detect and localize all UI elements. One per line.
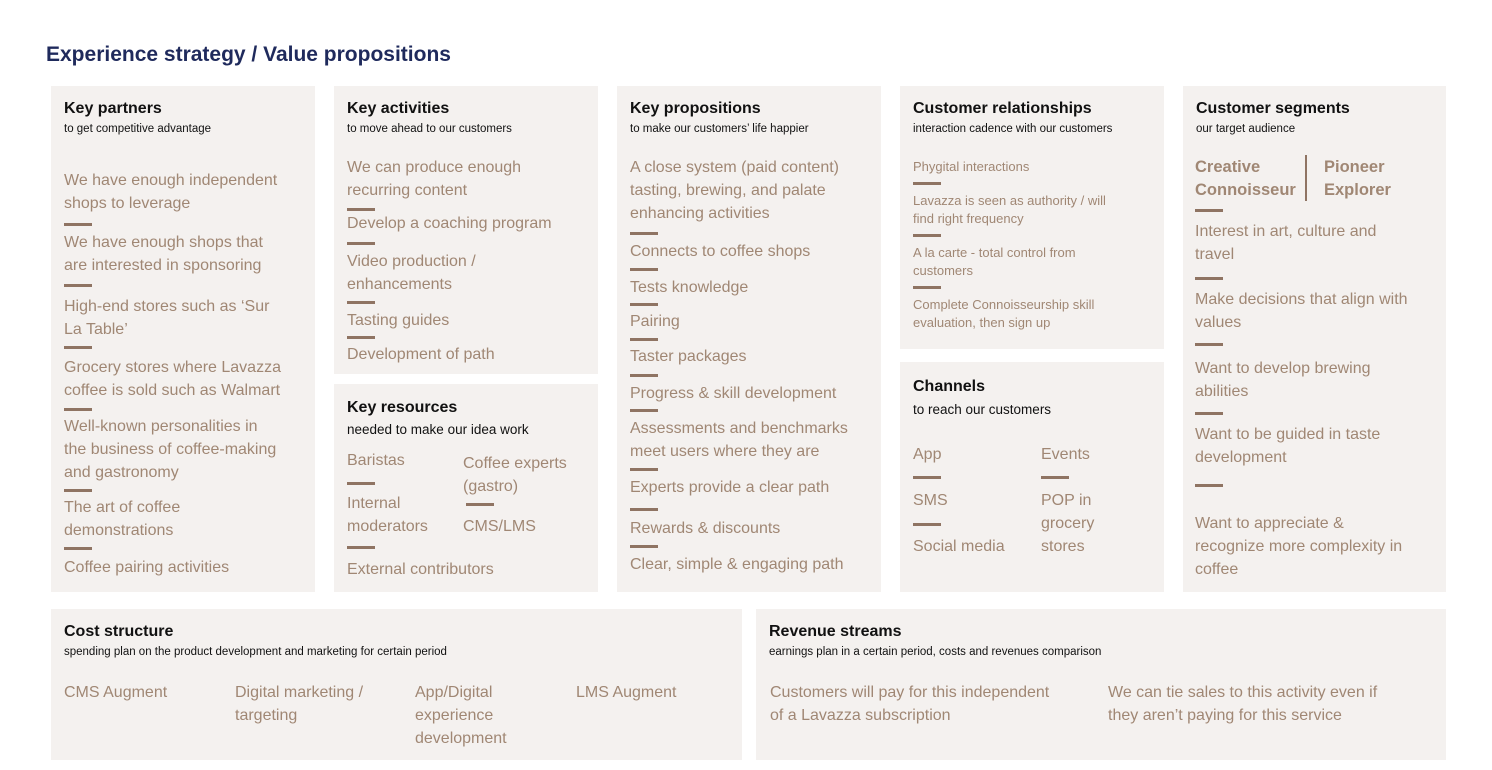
channels-panel bbox=[900, 362, 1164, 592]
divider bbox=[1195, 484, 1223, 487]
divider bbox=[630, 338, 658, 341]
key-partner-item: We have enough shops that are interested in sponsoring bbox=[64, 234, 263, 274]
customer-relationships-subtitle: interaction cadence with our customers bbox=[913, 123, 1113, 135]
key-partner-item: Coffee pairing activities bbox=[64, 559, 230, 576]
customer-relationships-panel bbox=[900, 86, 1164, 349]
relationship-item: Lavazza is seen as authority / will find right frequency bbox=[913, 193, 1106, 226]
divider bbox=[630, 468, 658, 471]
key-proposition-item: A close system (paid content) tasting, brewing, and palate enhancing activities bbox=[630, 159, 839, 222]
divider bbox=[1195, 412, 1223, 415]
key-resource-item: External contributors bbox=[347, 561, 494, 578]
revenue-item: We can tie sales to this activity even if they aren’t paying for this service bbox=[1108, 684, 1378, 724]
revenue-item: Customers will pay for this independent of a Lavazza subscription bbox=[770, 684, 1050, 724]
relationship-item: A la carte - total control from customers bbox=[913, 245, 1076, 278]
cost-item: LMS Augment bbox=[576, 684, 677, 701]
segment-item: Interest in art, culture and travel bbox=[1195, 223, 1377, 263]
key-resources-subtitle: needed to make our idea work bbox=[347, 422, 529, 437]
segment-pioneer-explorer: Pioneer Explorer bbox=[1324, 158, 1391, 199]
key-activity-item: Video production / enhancements bbox=[347, 253, 476, 293]
page-title: Experience strategy / Value propositions bbox=[46, 43, 451, 66]
key-resource-item: CMS/LMS bbox=[463, 518, 536, 535]
key-partner-item: Well-known personalities in the business of coffee-making and gastronomy bbox=[64, 418, 277, 481]
divider bbox=[630, 508, 658, 511]
divider bbox=[913, 182, 941, 185]
divider bbox=[466, 503, 494, 506]
divider bbox=[1195, 343, 1223, 346]
key-resource-item: Baristas bbox=[347, 452, 405, 469]
channel-item: Social media bbox=[913, 538, 1005, 555]
divider bbox=[630, 374, 658, 377]
cost-structure-title: Cost structure bbox=[64, 623, 174, 640]
key-propositions-subtitle: to make our customers’ life happier bbox=[630, 123, 809, 135]
divider bbox=[1195, 277, 1223, 280]
key-activity-item: We can produce enough recurring content bbox=[347, 159, 522, 199]
divider bbox=[913, 286, 941, 289]
key-propositions-panel bbox=[617, 86, 881, 592]
divider bbox=[347, 336, 375, 339]
divider bbox=[913, 523, 941, 526]
key-propositions-title: Key propositions bbox=[630, 100, 761, 117]
divider bbox=[64, 489, 92, 492]
revenue-streams-subtitle: earnings plan in a certain period, costs and revenues comparison bbox=[769, 646, 1102, 658]
divider bbox=[913, 234, 941, 237]
divider bbox=[630, 268, 658, 271]
customer-segments-title: Customer segments bbox=[1196, 100, 1350, 117]
cost-item: App/Digital experience development bbox=[415, 684, 507, 747]
segment-creative-connoisseur: Creative Connoisseur bbox=[1195, 158, 1296, 199]
channel-item: POP in grocery stores bbox=[1041, 492, 1095, 555]
key-activities-subtitle: to move ahead to our customers bbox=[347, 123, 512, 135]
segment-item: Make decisions that align with values bbox=[1195, 291, 1408, 331]
divider bbox=[630, 232, 658, 235]
divider bbox=[630, 545, 658, 548]
key-activity-item: Tasting guides bbox=[347, 312, 450, 329]
divider bbox=[630, 303, 658, 306]
key-proposition-item: Clear, simple & engaging path bbox=[630, 556, 844, 573]
divider bbox=[347, 546, 375, 549]
divider bbox=[630, 409, 658, 412]
key-resources-title: Key resources bbox=[347, 399, 458, 416]
key-partner-item: The art of coffee demonstrations bbox=[64, 499, 181, 539]
relationship-item: Complete Connoisseurship skill evaluation, then sign up bbox=[913, 297, 1095, 330]
customer-relationships-title: Customer relationships bbox=[913, 100, 1092, 117]
channel-item: SMS bbox=[913, 492, 948, 509]
key-activity-item: Development of path bbox=[347, 346, 495, 363]
customer-segments-subtitle: our target audience bbox=[1196, 123, 1296, 135]
divider bbox=[347, 242, 375, 245]
key-activities-title: Key activities bbox=[347, 100, 450, 117]
key-proposition-item: Tests knowledge bbox=[630, 279, 749, 296]
divider bbox=[347, 301, 375, 304]
key-partners-panel bbox=[51, 86, 315, 592]
key-partner-item: We have enough independent shops to leverage bbox=[64, 172, 278, 212]
channels-subtitle: to reach our customers bbox=[913, 402, 1052, 417]
divider bbox=[913, 476, 941, 479]
divider bbox=[64, 408, 92, 411]
divider bbox=[1041, 476, 1069, 479]
customer-segments-panel bbox=[1183, 86, 1446, 592]
key-partners-subtitle: to get competitive advantage bbox=[64, 123, 212, 135]
key-proposition-item: Experts provide a clear path bbox=[630, 479, 830, 496]
key-partner-item: High-end stores such as ‘Sur La Table’ bbox=[64, 298, 270, 338]
key-partner-item: Grocery stores where Lavazza coffee is sold such as Walmart bbox=[64, 359, 281, 399]
segment-item: Want to develop brewing abilities bbox=[1195, 360, 1371, 400]
key-resource-item: Internal moderators bbox=[347, 495, 428, 535]
key-proposition-item: Progress & skill development bbox=[630, 385, 837, 402]
divider bbox=[347, 208, 375, 211]
segment-separator bbox=[1305, 155, 1307, 201]
revenue-streams-panel bbox=[756, 609, 1446, 760]
channel-item: App bbox=[913, 446, 942, 463]
divider bbox=[64, 547, 92, 550]
channel-item: Events bbox=[1041, 446, 1090, 463]
cost-structure-panel bbox=[51, 609, 742, 760]
cost-item: Digital marketing / targeting bbox=[235, 684, 364, 724]
revenue-streams-title: Revenue streams bbox=[769, 623, 902, 640]
key-resources-panel bbox=[334, 384, 598, 592]
key-partners-title: Key partners bbox=[64, 100, 162, 117]
divider bbox=[64, 346, 92, 349]
key-proposition-item: Pairing bbox=[630, 313, 680, 330]
key-resource-item: Coffee experts (gastro) bbox=[463, 455, 567, 495]
divider bbox=[64, 284, 92, 287]
key-proposition-item: Assessments and benchmarks meet users where they are bbox=[630, 420, 848, 460]
divider bbox=[64, 223, 92, 226]
key-proposition-item: Connects to coffee shops bbox=[630, 243, 811, 260]
divider bbox=[1195, 209, 1223, 212]
key-activity-item: Develop a coaching program bbox=[347, 215, 552, 232]
segment-item: Want to appreciate & recognize more complexity in coffee bbox=[1195, 515, 1403, 578]
channels-title: Channels bbox=[913, 378, 986, 395]
relationship-item: Phygital interactions bbox=[913, 159, 1030, 174]
key-proposition-item: Taster packages bbox=[630, 348, 747, 365]
cost-structure-subtitle: spending plan on the product development and marketing for certain period bbox=[64, 646, 447, 658]
key-proposition-item: Rewards & discounts bbox=[630, 520, 781, 537]
key-activities-panel bbox=[334, 86, 598, 374]
segment-item: Want to be guided in taste development bbox=[1195, 426, 1381, 466]
cost-item: CMS Augment bbox=[64, 684, 168, 701]
divider bbox=[347, 482, 375, 485]
